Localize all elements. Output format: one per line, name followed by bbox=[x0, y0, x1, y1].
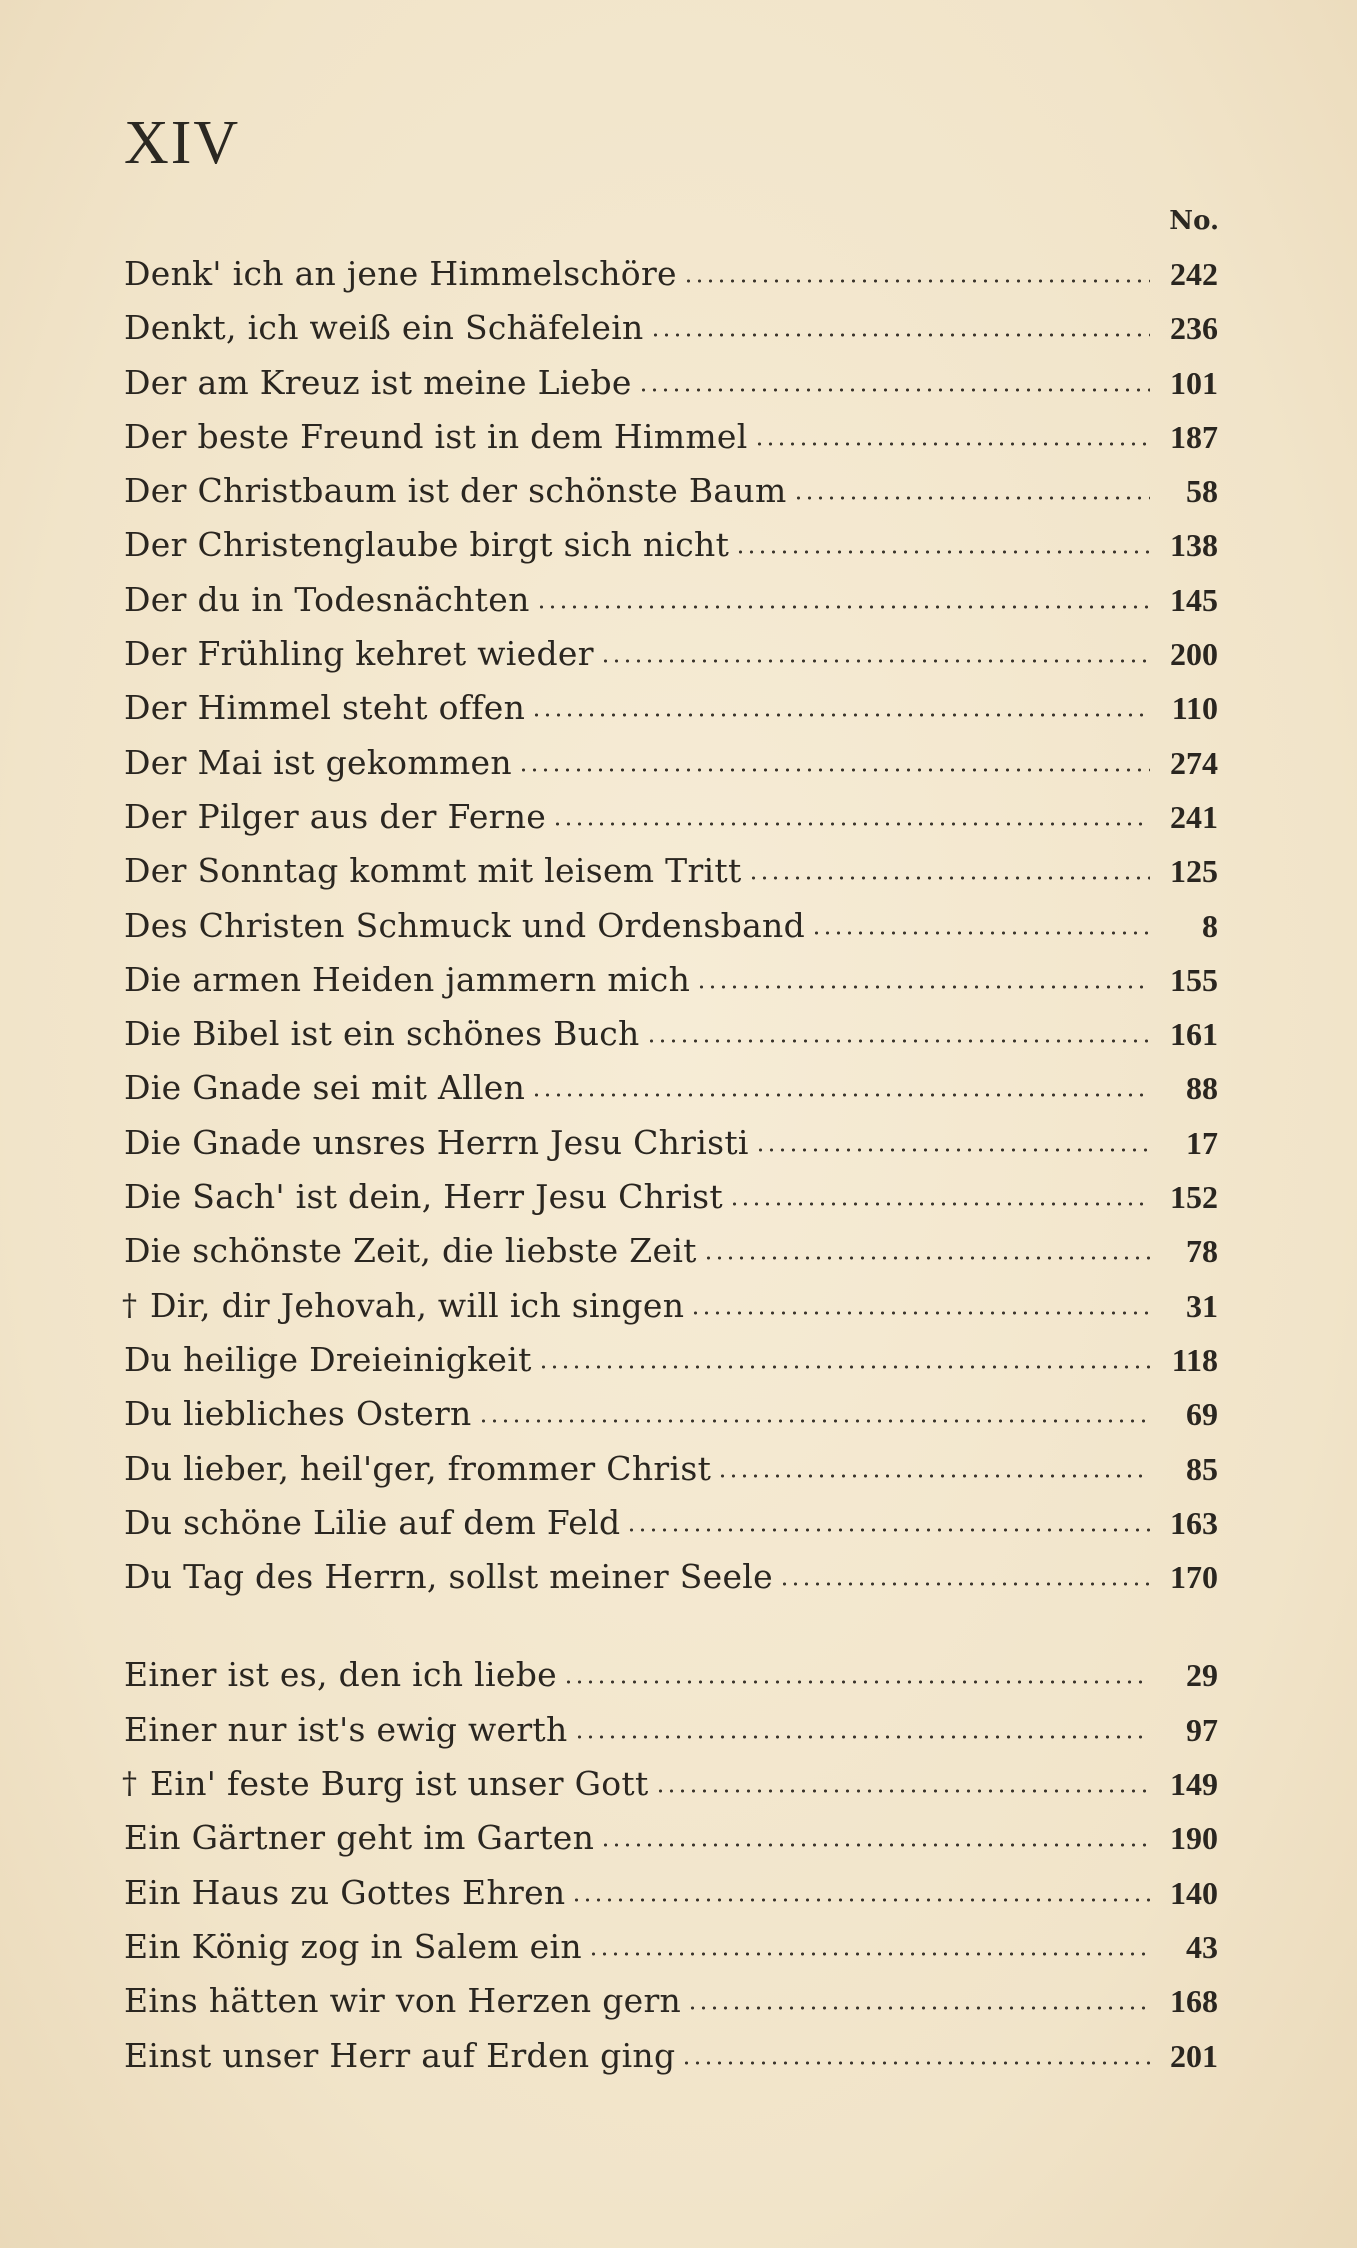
index-entry bbox=[124, 1007, 1218, 1061]
dot-leader bbox=[626, 1528, 1150, 1532]
hymn-title: Der Mai ist gekommen bbox=[124, 742, 512, 782]
hymn-title: Du Tag des Herrn, sollst meiner Seele bbox=[124, 1557, 773, 1597]
index-entry bbox=[124, 410, 1218, 464]
hymn-title: Ein König zog in Salem ein bbox=[124, 1926, 582, 1966]
hymn-number: 88 bbox=[1186, 1070, 1218, 1107]
hymn-title: Die Sach' ist dein, Herr Jesu Christ bbox=[124, 1177, 723, 1217]
hymn-number: 69 bbox=[1186, 1396, 1218, 1433]
dagger-marker-glyph: † bbox=[122, 1287, 137, 1323]
hymn-title: Ein Haus zu Gottes Ehren bbox=[124, 1872, 566, 1912]
dot-leader bbox=[681, 2061, 1150, 2065]
hymn-number: 236 bbox=[1170, 310, 1218, 347]
index-entry bbox=[124, 1116, 1218, 1170]
hymn-title: Der Himmel steht offen bbox=[124, 688, 526, 728]
hymn-title: Dir, dir Jehovah, will ich singen bbox=[150, 1285, 685, 1325]
hymn-number: 190 bbox=[1170, 1820, 1218, 1857]
hymn-number: 8 bbox=[1202, 907, 1218, 944]
hymn-number: 200 bbox=[1170, 636, 1218, 673]
dot-leader bbox=[729, 1202, 1150, 1206]
index-entry bbox=[124, 1866, 1218, 1920]
dagger-marker-glyph: † bbox=[122, 1766, 137, 1802]
number-column-header: No. bbox=[1169, 206, 1219, 236]
dot-leader bbox=[811, 931, 1150, 935]
index-entry bbox=[124, 1224, 1218, 1278]
dot-leader bbox=[563, 1680, 1150, 1684]
dot-leader bbox=[696, 985, 1150, 989]
dot-leader bbox=[655, 1789, 1150, 1793]
index-entry bbox=[124, 1442, 1218, 1496]
hymn-number: 201 bbox=[1170, 2037, 1218, 2074]
index-entry bbox=[124, 1811, 1218, 1865]
dot-leader bbox=[748, 876, 1150, 880]
dot-leader bbox=[588, 1952, 1150, 1956]
dot-leader bbox=[574, 1735, 1150, 1739]
index-entry bbox=[124, 1387, 1218, 1441]
hymn-index bbox=[124, 247, 1218, 2083]
hymn-title: Du heilige Dreieinigkeit bbox=[124, 1339, 532, 1379]
index-entry bbox=[124, 2029, 1218, 2083]
index-entry bbox=[124, 1757, 1218, 1811]
hymn-number: 274 bbox=[1170, 744, 1218, 781]
hymn-title: Ein Gärtner geht im Garten bbox=[124, 1818, 595, 1858]
dot-leader bbox=[683, 279, 1150, 283]
hymn-title: Einer ist es, den ich liebe bbox=[124, 1655, 557, 1695]
hymn-number: 85 bbox=[1186, 1450, 1218, 1487]
hymn-number: 163 bbox=[1170, 1504, 1218, 1541]
hymn-number: 170 bbox=[1170, 1559, 1218, 1596]
hymn-number: 145 bbox=[1170, 581, 1218, 618]
hymn-number: 58 bbox=[1186, 473, 1218, 510]
index-entry bbox=[124, 1550, 1218, 1604]
hymn-number: 101 bbox=[1170, 364, 1218, 401]
hymn-title: Eins hätten wir von Herzen gern bbox=[124, 1981, 682, 2021]
index-entry bbox=[124, 1920, 1218, 1974]
hymn-title: Du schöne Lilie auf dem Feld bbox=[124, 1502, 621, 1542]
dot-leader bbox=[690, 1311, 1150, 1315]
hymn-number: 140 bbox=[1170, 1874, 1218, 1911]
dot-leader bbox=[538, 1365, 1150, 1369]
hymn-title: Die Gnade unsres Herrn Jesu Christi bbox=[124, 1122, 749, 1162]
index-entry bbox=[124, 464, 1218, 518]
index-entry bbox=[124, 1703, 1218, 1757]
dot-leader bbox=[600, 1843, 1150, 1847]
index-entry bbox=[124, 1333, 1218, 1387]
index-entry bbox=[124, 573, 1218, 627]
hymn-title: Ein' feste Burg ist unser Gott bbox=[150, 1764, 649, 1804]
index-entry bbox=[124, 899, 1218, 953]
hymn-title: Der du in Todesnächten bbox=[124, 579, 530, 619]
index-entry bbox=[124, 1279, 1218, 1333]
dot-leader bbox=[552, 822, 1150, 826]
hymn-number: 118 bbox=[1171, 1341, 1218, 1378]
hymn-number: 110 bbox=[1171, 690, 1218, 727]
hymn-title: Du liebliches Ostern bbox=[124, 1394, 472, 1434]
hymn-title: Denkt, ich weiß ein Schäfelein bbox=[124, 308, 644, 348]
hymn-title: Du lieber, heil'ger, frommer Christ bbox=[124, 1448, 712, 1488]
dot-leader bbox=[478, 1419, 1150, 1423]
dot-leader bbox=[531, 713, 1150, 717]
dot-leader bbox=[536, 605, 1150, 609]
hymn-title: Der Frühling kehret wieder bbox=[124, 634, 594, 674]
hymn-title: Die Bibel ist ein schönes Buch bbox=[124, 1014, 640, 1054]
dot-leader bbox=[735, 550, 1150, 554]
hymn-title: Der Christbaum ist der schönste Baum bbox=[124, 471, 787, 511]
hymn-number: 149 bbox=[1170, 1766, 1218, 1803]
index-entry bbox=[124, 736, 1218, 790]
hymn-number: 29 bbox=[1186, 1657, 1218, 1694]
hymn-number: 242 bbox=[1170, 256, 1218, 292]
index-group-e bbox=[124, 1648, 1218, 2082]
dot-leader bbox=[638, 388, 1150, 392]
hymn-title: Der am Kreuz ist meine Liebe bbox=[124, 362, 632, 402]
index-entry bbox=[124, 247, 1218, 301]
dot-leader bbox=[717, 1474, 1150, 1478]
hymn-title: Die armen Heiden jammern mich bbox=[124, 959, 691, 999]
index-entry bbox=[124, 1170, 1218, 1224]
hymn-title: Denk' ich an jene Himmelschöre bbox=[124, 254, 677, 293]
hymn-title: Des Christen Schmuck und Ordensband bbox=[124, 905, 806, 945]
hymn-number: 97 bbox=[1186, 1711, 1218, 1748]
hymn-title: Die schönste Zeit, die liebste Zeit bbox=[124, 1231, 697, 1271]
dot-leader bbox=[571, 1898, 1150, 1902]
hymn-title: Die Gnade sei mit Allen bbox=[124, 1068, 526, 1108]
hymn-number: 78 bbox=[1186, 1233, 1218, 1270]
dot-leader bbox=[703, 1256, 1150, 1260]
hymn-title: Der Pilger aus der Ferne bbox=[124, 796, 547, 836]
hymn-title: Der Sonntag kommt mit leisem Tritt bbox=[124, 851, 742, 891]
index-entry bbox=[124, 627, 1218, 681]
dot-leader bbox=[650, 333, 1150, 337]
index-entry bbox=[124, 790, 1218, 844]
hymn-number: 125 bbox=[1170, 853, 1218, 890]
hymn-number: 138 bbox=[1170, 527, 1218, 564]
index-entry bbox=[124, 1648, 1218, 1702]
index-entry bbox=[124, 1061, 1218, 1115]
hymn-number: 161 bbox=[1170, 1016, 1218, 1053]
index-entry bbox=[124, 681, 1218, 735]
dot-leader bbox=[600, 659, 1150, 663]
hymn-number: 241 bbox=[1170, 798, 1218, 835]
hymn-number: 152 bbox=[1170, 1179, 1218, 1216]
dot-leader bbox=[531, 1093, 1150, 1097]
index-entry bbox=[124, 301, 1218, 355]
index-entry bbox=[124, 1974, 1218, 2028]
hymn-number: 43 bbox=[1186, 1928, 1218, 1965]
dot-leader bbox=[754, 442, 1150, 446]
dot-leader bbox=[646, 1039, 1150, 1043]
dot-leader bbox=[793, 496, 1150, 500]
hymn-title: Einer nur ist's ewig werth bbox=[124, 1709, 568, 1749]
dot-leader bbox=[779, 1582, 1150, 1586]
dot-leader bbox=[518, 768, 1150, 772]
dot-leader bbox=[687, 2006, 1150, 2010]
index-entry bbox=[124, 1496, 1218, 1550]
dot-leader bbox=[755, 1148, 1150, 1152]
index-entry bbox=[124, 953, 1218, 1007]
hymn-number: 168 bbox=[1170, 1983, 1218, 2020]
index-entry bbox=[124, 844, 1218, 898]
page-number: XIV bbox=[124, 109, 241, 177]
index-entry bbox=[124, 518, 1218, 572]
hymn-title: Der beste Freund ist in dem Himmel bbox=[124, 416, 748, 456]
hymn-number: 187 bbox=[1170, 418, 1218, 455]
hymn-number: 17 bbox=[1186, 1124, 1218, 1161]
hymn-number: 31 bbox=[1186, 1287, 1218, 1324]
index-group-d bbox=[124, 247, 1218, 1604]
index-entry bbox=[124, 356, 1218, 410]
hymn-title: Einst unser Herr auf Erden ging bbox=[124, 2035, 676, 2075]
hymn-title: Der Christenglaube birgt sich nicht bbox=[124, 525, 730, 565]
hymn-number: 155 bbox=[1170, 961, 1218, 998]
